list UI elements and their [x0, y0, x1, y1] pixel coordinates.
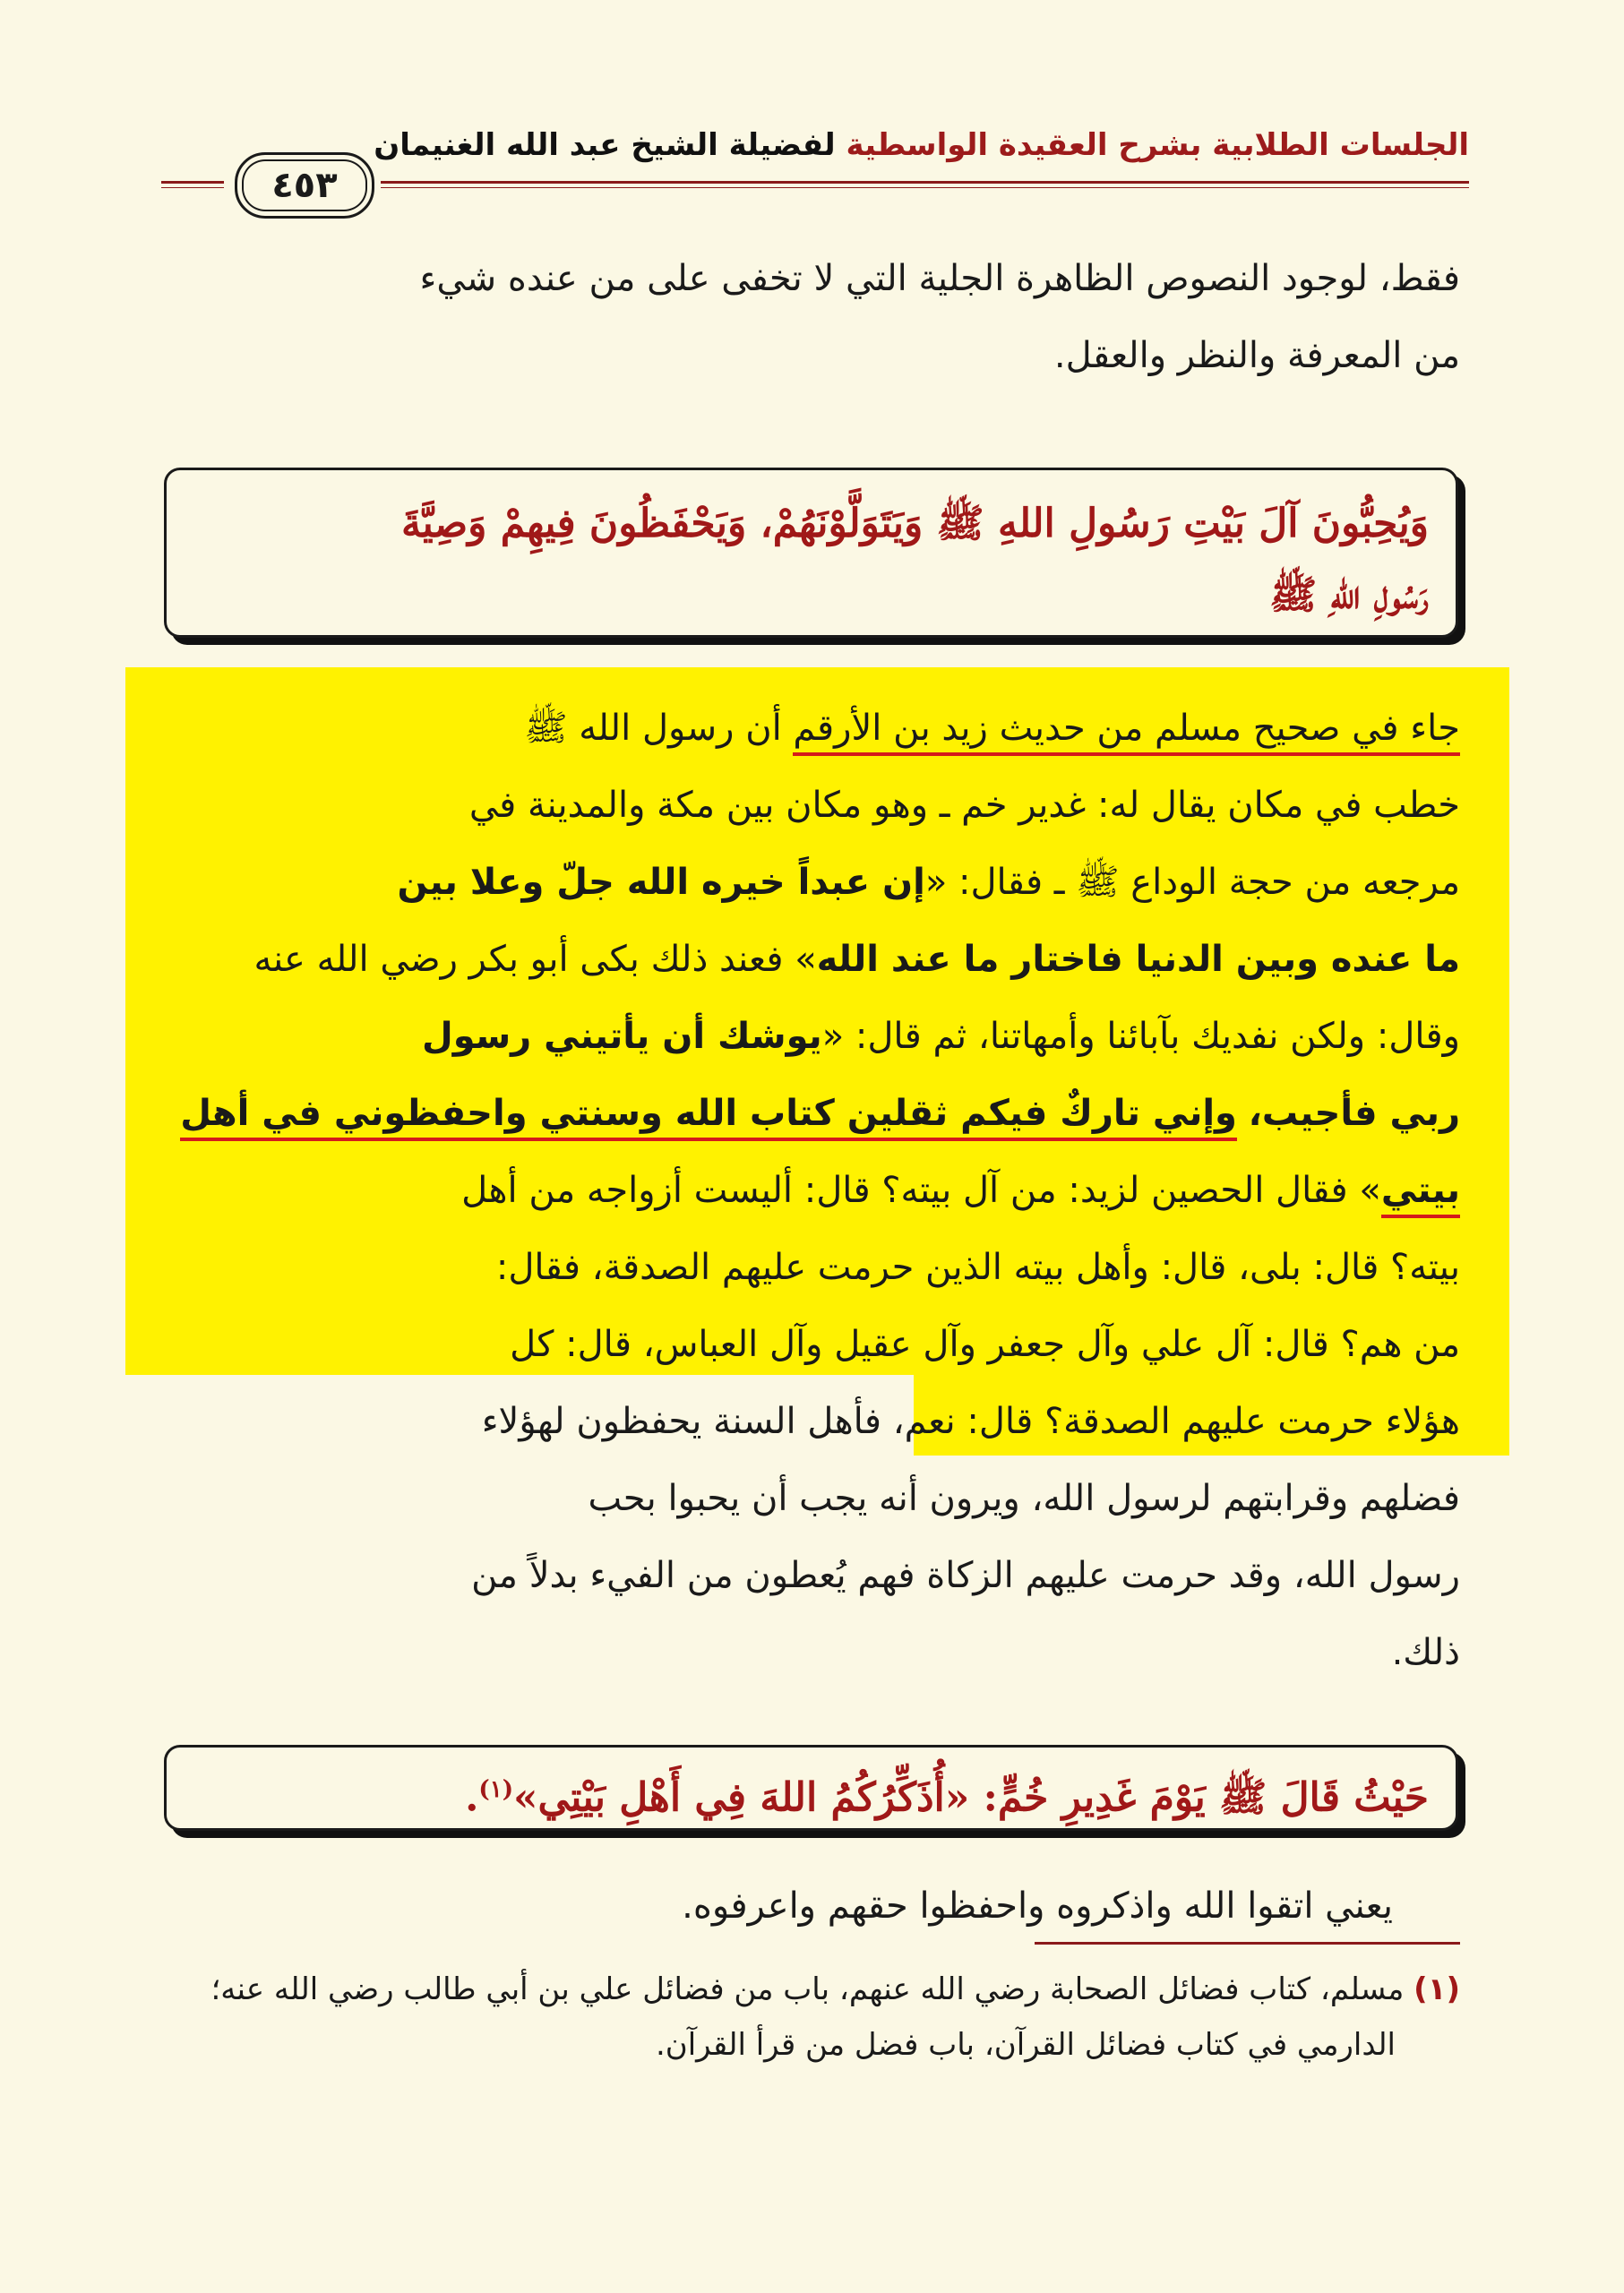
text-line: مرجعه من حجة الوداع ﷺ ـ فقال: «إن عبداً خيره الله جلّ وعلا بين [397, 862, 1460, 903]
footnote-line: (١) مسلم، كتاب فضائل الصحابة رضي الله عنهم، باب من فضائل علي بن أبي طالب رضي الله عنه؛ [211, 1971, 1460, 2007]
text-line: رسول الله، وقد حرمت عليهم الزكاة فهم يُعطون من الفيء بدلاً من [471, 1555, 1460, 1596]
page-header [161, 116, 1469, 224]
matn-line: حَيْثُ قَالَ ﷺ يَوْمَ غَدِيرِ خُمٍّ: «أُذَكِّرُكُمُ اللهَ فِي أَهْلِ بَيْتِي» [513, 1774, 1429, 1821]
text-line: ذلك. [1391, 1632, 1460, 1673]
text-line: فقط، لوجود النصوص الظاهرة الجلية التي لا تخفى على من عنده شيء [419, 258, 1460, 299]
text-line: من هم؟ قال: آل علي وآل جعفر وآل عقيل وآل العباس، قال: كل [510, 1324, 1460, 1365]
footnote-line: الدارمي في كتاب فضائل القرآن، باب فضل من قرأ القرآن. [655, 2027, 1396, 2063]
text-line: وقال: ولكن نفديك بآبائنا وأمهاتنا، ثم قال: «يوشك أن يأتيني رسول [422, 1016, 1460, 1057]
matn-line: وَيُحِبُّونَ آلَ بَيْتِ رَسُولِ اللهِ ﷺ وَيَتَوَلَّوْنَهُمْ، وَيَحْفَظُونَ فِيهِمْ وَصِيَّةَ [400, 501, 1429, 546]
explanation-paragraph [152, 1868, 1460, 1945]
text-line: خطب في مكان يقال له: غدير خم ـ وهو مكان بين مكة والمدينة في [468, 785, 1460, 826]
underlined-phrase: بيتي [1381, 1170, 1460, 1218]
matn-box-2: حَيْثُ قَالَ ﷺ يَوْمَ غَدِيرِ خُمٍّ: «أُذَكِّرُكُمُ اللهَ فِي أَهْلِ بَيْتِي»$^{(١)}$. [164, 1745, 1458, 1831]
text-line: ما عنده وبين الدنيا فاختار ما عند الله» فعند ذلك بكى أبو بكر رضي الله عنه [253, 939, 1460, 980]
text-line: بيتي» فقال الحصين لزيد: من آل بيته؟ قال: أليست أزواجه من أهل [152, 1152, 1460, 1229]
text-line: من المعرفة والنظر والعقل. [1053, 335, 1460, 376]
bold-quote: إن عبداً خيره الله جلّ وعلا بين [397, 862, 925, 903]
header-rule-left [161, 181, 224, 188]
intro-paragraph [152, 240, 1460, 394]
book-title: الجلسات الطلابية بشرح العقيدة الواسطية [846, 127, 1469, 163]
running-title [374, 127, 1469, 163]
underlined-phrase: جاء في صحيح مسلم من حديث زيد بن الأرقم [793, 708, 1460, 756]
text-line: هؤلاء حرمت عليهم الصدقة؟ قال: نعم، فأهل السنة يحفظون لهؤلاء [481, 1401, 1460, 1442]
highlighted-phrase: هؤلاء حرمت عليهم الصدقة؟ [1044, 1401, 1460, 1442]
text-line: ربي فأجيب، وإني تاركٌ فيكم ثقلين كتاب الله وسنتي واحفظوني في أهل [152, 1075, 1460, 1152]
hadith-paragraph [152, 690, 1460, 1691]
underlined-phrase: وإني تاركٌ فيكم ثقلين كتاب الله وسنتي واحفظوني في أهل [180, 1093, 1237, 1141]
header-rule [381, 181, 1469, 188]
text-line: بيته؟ قال: بلى، قال: وأهل بيته الذين حرمت عليهم الصدقة، فقال: [495, 1247, 1460, 1288]
footnote [152, 1962, 1460, 2073]
footnote-ref: (١) [478, 1776, 513, 1803]
text-line: فضلهم وقرابتهم لرسول الله، ويرون أنه يجب أن يحبوا بحب [588, 1478, 1460, 1519]
page-number: ٤٥٣ [235, 152, 374, 219]
bold-quote: ما عنده وبين الدنيا فاختار ما عند الله [816, 939, 1460, 980]
author-name: لفضيلة الشيخ عبد الله الغنيمان [374, 127, 836, 163]
bold-quote: يوشك أن يأتيني رسول [422, 1016, 822, 1057]
text-line: يعني اتقوا الله واذكروه واحفظوا حقهم واعرفوه. [682, 1885, 1393, 1927]
matn-box [164, 468, 1458, 638]
matn-line: رَسُولِ اللهِ ﷺ [1269, 572, 1429, 618]
footnote-number: (١) [1413, 1971, 1460, 2007]
text-line: جاء في صحيح مسلم من حديث زيد بن الأرقم أن رسول الله ﷺ [152, 690, 1460, 767]
footnote-rule [1035, 1942, 1460, 1945]
